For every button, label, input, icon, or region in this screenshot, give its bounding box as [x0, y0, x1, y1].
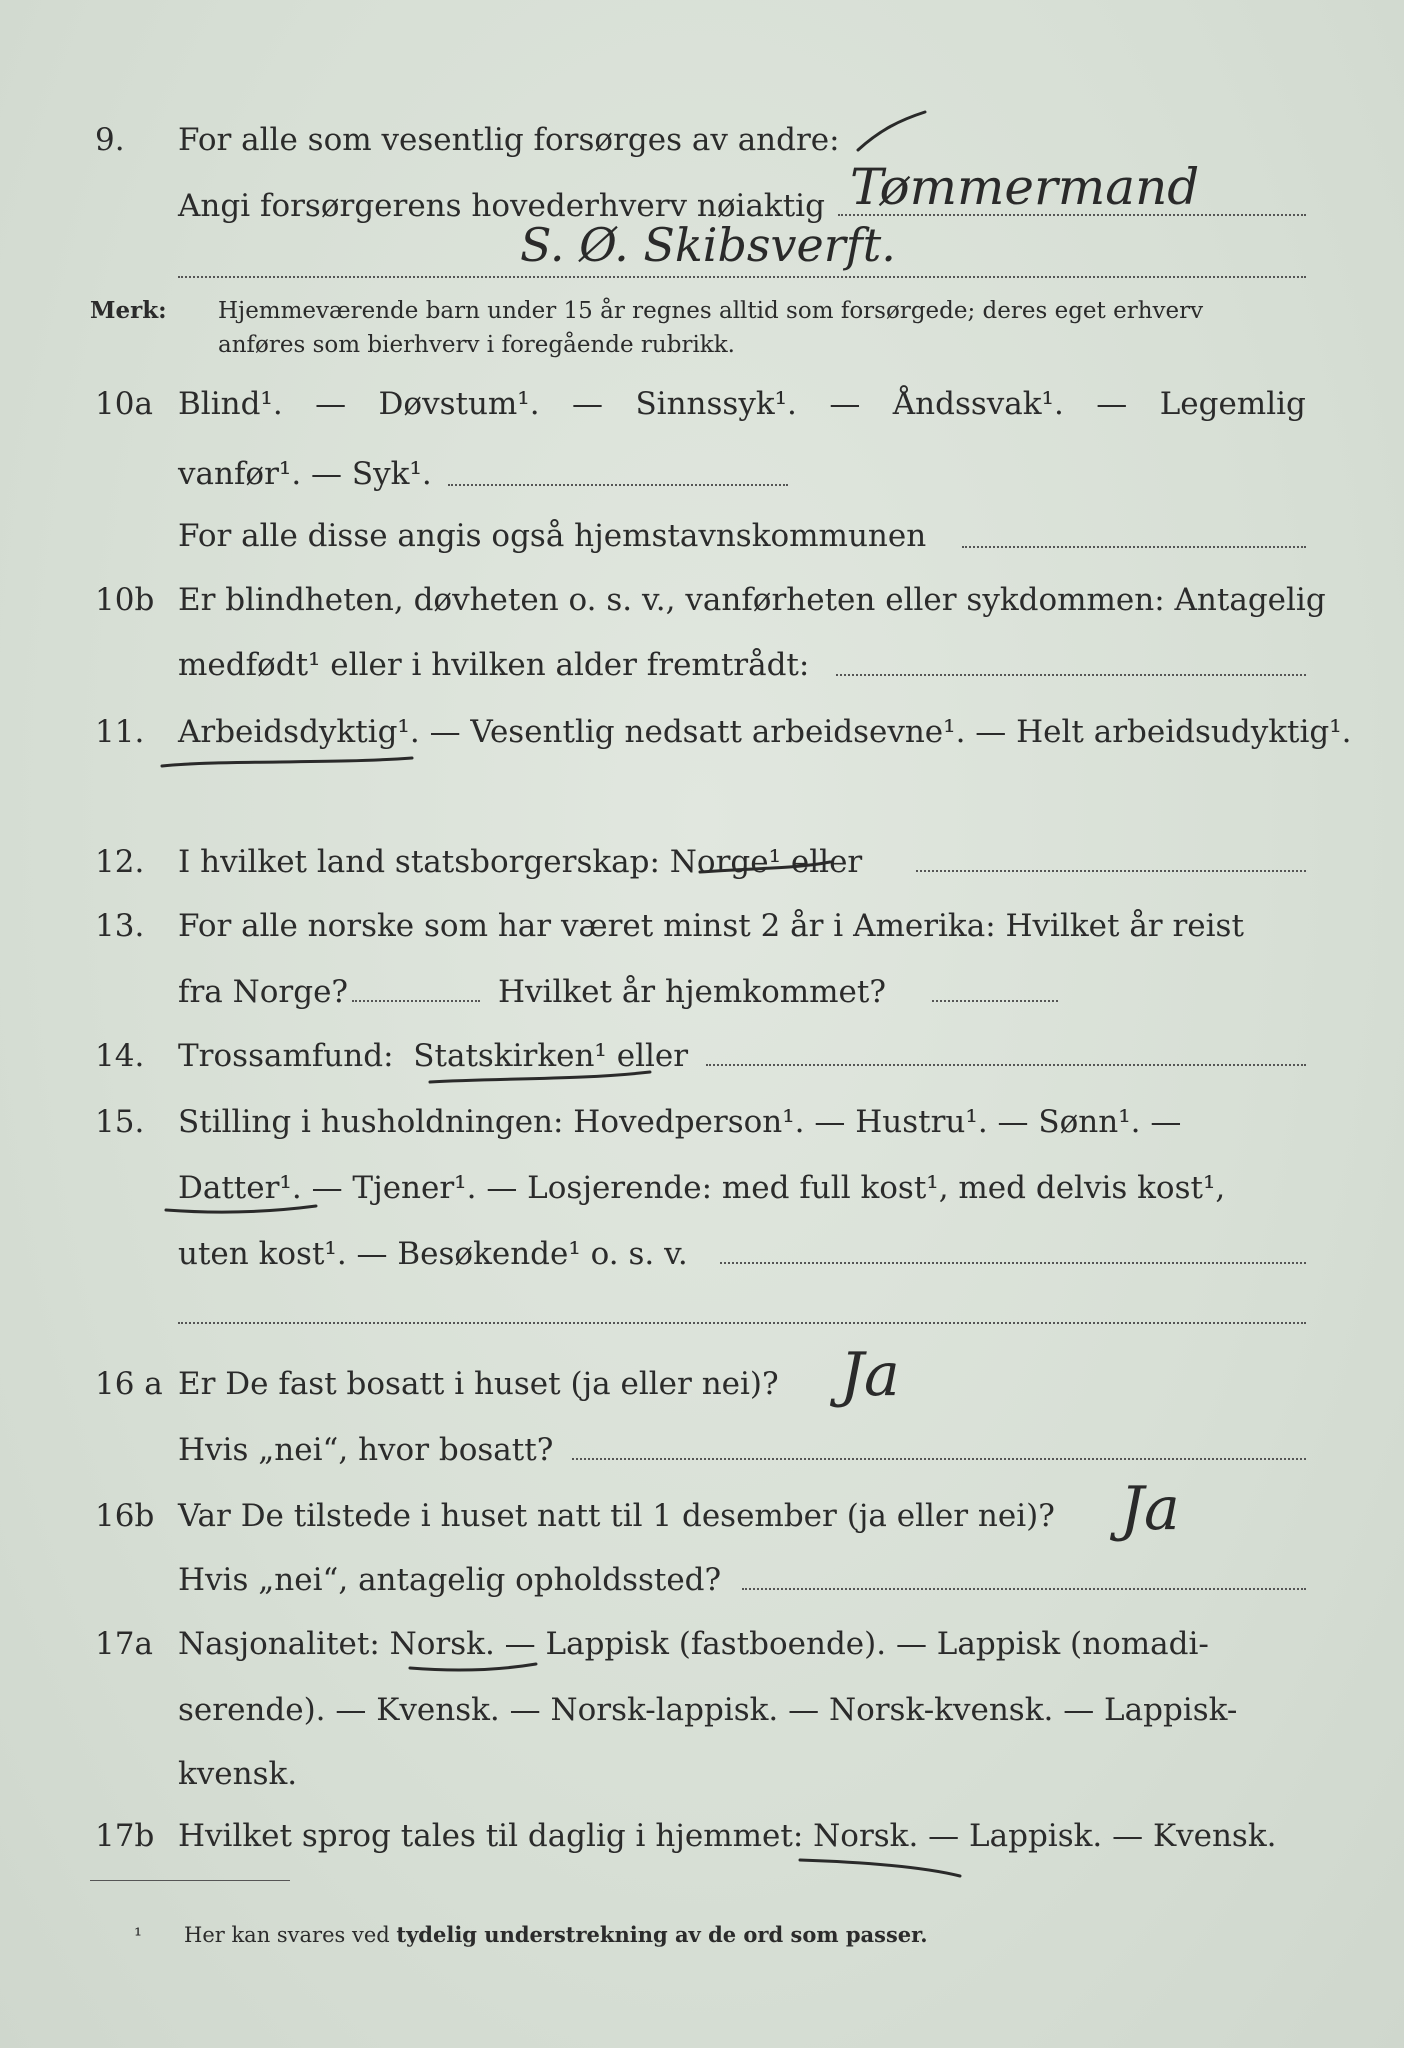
footnote-mark: ¹	[134, 1923, 143, 1947]
q15-line2-rest: — Tjener¹. — Losjerende: med full kost¹, med delvis kost¹,	[311, 1170, 1226, 1206]
q12-tail: eller	[790, 844, 863, 880]
q14-text: Trossamfund:	[178, 1038, 394, 1074]
merk-label: Merk:	[90, 297, 167, 324]
q17b-text: Hvilket sprog tales til daglig i hjemmet:	[178, 1818, 804, 1854]
q10b-number: 10b	[95, 582, 155, 618]
q17a-line3: kvensk.	[178, 1756, 298, 1792]
opt-andssvak: Åndssvak¹.	[892, 386, 1064, 422]
q17a-number: 17a	[95, 1626, 153, 1662]
q16b-line2: Hvis „nei“, antagelig opholdssted?	[178, 1562, 722, 1598]
q16b-number: 16b	[95, 1498, 155, 1534]
q16a-line1: Er De fast bosatt i huset (ja eller nei)?	[178, 1366, 779, 1402]
q17a-opt-norsk: Norsk.	[389, 1626, 495, 1662]
q14-tail: eller	[616, 1038, 689, 1074]
underline-statskirken	[430, 1072, 650, 1082]
merk-line1: Hjemmeværende barn under 15 år regnes alltid som forsørgede; deres eget erhverv	[218, 298, 1204, 324]
dash: —	[572, 386, 604, 422]
q9-check-stroke	[858, 112, 925, 150]
q15-number: 15.	[95, 1104, 145, 1140]
opt-blind: Blind¹.	[178, 386, 283, 422]
q13-number: 13.	[95, 908, 145, 944]
q9-handwritten-employer: S. Ø. Skibsverft.	[520, 218, 896, 272]
q12-number: 12.	[95, 844, 145, 880]
underline-norsk-17a	[410, 1664, 536, 1670]
q10b-line1: Er blindheten, døvheten o. s. v., vanførheten eller sykdommen: Antagelig	[178, 582, 1326, 618]
q12-text: I hvilket land statsborgerskap:	[178, 844, 660, 880]
q14-number: 14.	[95, 1038, 145, 1074]
q16a-line2: Hvis „nei“, hvor bosatt?	[178, 1432, 554, 1468]
q15-line1: Stilling i husholdningen: Hovedperson¹. — Hustru¹. — Sønn¹. —	[178, 1104, 1182, 1140]
q17a-line1-rest: — Lappisk (fastboende). — Lappisk (nomadi-	[504, 1626, 1209, 1662]
opt-dovstum: Døvstum¹.	[378, 386, 540, 422]
q14-opt-statskirken: Statskirken¹	[413, 1038, 607, 1074]
q13-line1: For alle norske som har været minst 2 år i Amerika: Hvilket år reist	[178, 908, 1244, 944]
dash: —	[1096, 386, 1128, 422]
q13-line2b: Hvilket år hjemkommet?	[498, 974, 886, 1010]
dash: —	[315, 386, 347, 422]
q16a-number: 16 a	[95, 1366, 163, 1402]
q17b-rest: — Lappisk. — Kvensk.	[928, 1818, 1277, 1854]
q9-handwritten-occupation: Tømmermand	[850, 158, 1200, 216]
underline-datter	[166, 1206, 316, 1212]
merk-line2: anføres som bierhverv i foregående rubrikk.	[218, 332, 735, 358]
q17b-opt-norsk: Norsk.	[813, 1818, 919, 1854]
underline-norge	[700, 862, 830, 872]
dash: —	[829, 386, 861, 422]
q9-line2: Angi forsørgerens hovederhverv nøiaktig	[178, 188, 825, 224]
q15-line3: uten kost¹. — Besøkende¹ o. s. v.	[178, 1236, 688, 1272]
opt-legemlig: Legemlig	[1159, 386, 1306, 422]
q9-line1: For alle som vesentlig forsørges av andre:	[178, 122, 840, 158]
q13-line2a: fra Norge?	[178, 974, 349, 1010]
q12-opt-norge: Norge¹	[669, 844, 782, 880]
q10a-line3: For alle disse angis også hjemstavnskommunen	[178, 518, 927, 554]
q11-number: 11.	[95, 714, 145, 750]
q17b-number: 17b	[95, 1818, 155, 1854]
q9-number: 9.	[95, 122, 125, 158]
q16a-handwritten-answer: Ja	[840, 1340, 900, 1410]
q16b-line1: Var De tilstede i huset natt til 1 desember (ja eller nei)?	[178, 1498, 1055, 1534]
underline-arbeidsdyktig	[162, 758, 412, 766]
footnote-text-b: tydelig understrekning av de ord som passer.	[396, 1922, 928, 1947]
q17a-line2: serende). — Kvensk. — Norsk-lappisk. — Norsk-kvensk. — Lappisk-	[178, 1692, 1238, 1728]
underline-norsk-17b	[800, 1860, 960, 1876]
q16b-handwritten-answer: Ja	[1120, 1474, 1180, 1544]
q10b-line2: medfødt¹ eller i hvilken alder fremtrådt:	[178, 647, 810, 683]
q10a-number: 10a	[95, 386, 153, 422]
q10a-line2: vanfør¹. — Syk¹.	[178, 456, 432, 492]
q11-rest: — Vesentlig nedsatt arbeidsevne¹. — Helt arbeidsudyktig¹.	[429, 714, 1352, 750]
q11-opt-arbeidsdyktig: Arbeidsdyktig¹.	[178, 714, 420, 750]
q17a-label: Nasjonalitet:	[178, 1626, 380, 1662]
footnote-text-a: Her kan svares ved	[184, 1923, 390, 1947]
q15-opt-datter: Datter¹.	[178, 1170, 302, 1206]
opt-sinnssyk: Sinnssyk¹.	[635, 386, 797, 422]
